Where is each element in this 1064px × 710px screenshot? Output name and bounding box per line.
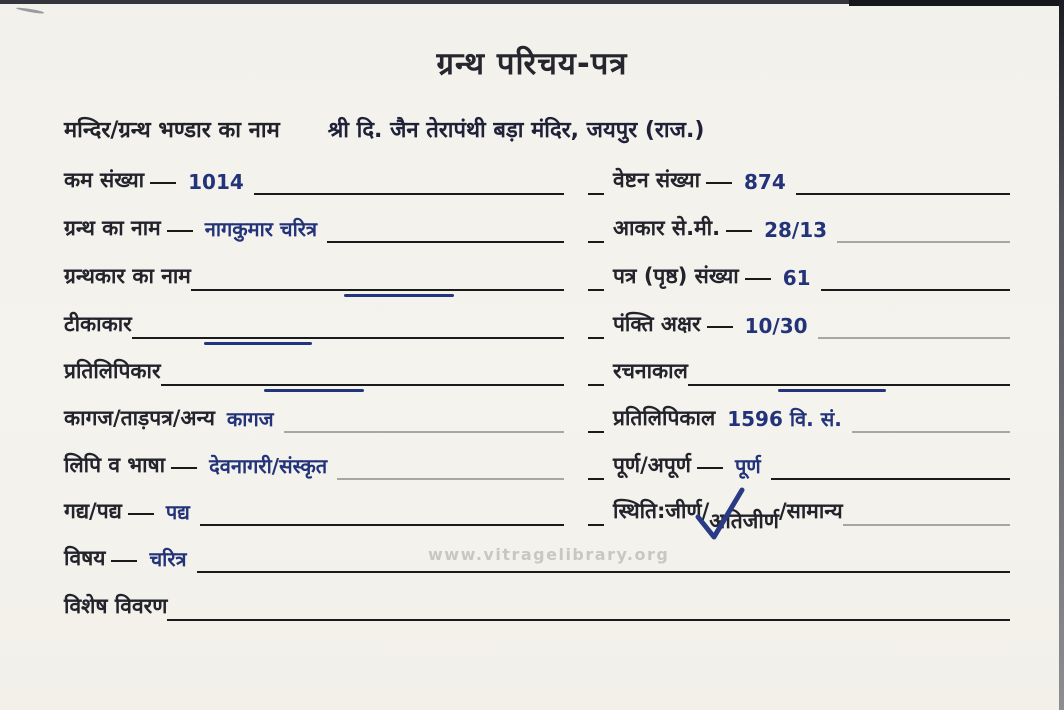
label-scribe: प्रतिलिपिकार: [64, 359, 161, 383]
value-serial-number: 1014: [188, 170, 244, 194]
label-condition-prefix: स्थिति:जीर्ण/: [613, 499, 710, 523]
rule-line: [588, 524, 604, 526]
rule-line: [852, 431, 1010, 433]
rule-line: [167, 619, 1010, 621]
rule-line: [843, 524, 1010, 526]
form-row: [64, 306, 1010, 348]
rule-line: [588, 384, 604, 386]
form-row: [64, 162, 1010, 204]
rule-line: [588, 241, 604, 243]
ink-blank-mark: [264, 389, 364, 392]
label-lines-letters: पंक्ति अक्षर: [613, 312, 701, 336]
rule-dash: [697, 467, 723, 469]
rule-line: [796, 193, 1010, 195]
label-copy-date: प्रतिलिपिकाल: [613, 406, 716, 430]
rule-dash: [706, 182, 732, 184]
rule-dash: [726, 230, 752, 232]
condition-checked-option: [709, 507, 779, 535]
label-book-name: ग्रन्थ का नाम: [64, 216, 161, 240]
rule-dash: [745, 278, 771, 280]
label-special-details: विशेष विवरण: [64, 594, 168, 618]
label-condition-checked: अतिजीर्ण: [709, 509, 779, 533]
ink-blank-mark: [344, 294, 454, 297]
rule-line: [588, 193, 604, 195]
rule-line: [132, 337, 564, 339]
scan-edge-top-right: [849, 0, 1064, 6]
rule-line: [197, 571, 1010, 573]
form-row: [64, 400, 1010, 442]
rule-line: [771, 478, 1010, 480]
value-leaf-count: 61: [782, 266, 811, 290]
label-subject: विषय: [64, 546, 106, 570]
value-size-cm: 28/13: [764, 218, 828, 242]
value-book-name: नागकुमार चरित्र: [204, 217, 318, 241]
watermark: www.vitragelibrary.org: [428, 545, 670, 564]
value-prose-verse: पद्य: [165, 500, 190, 524]
rule-line: [200, 524, 564, 526]
rule-line: [254, 193, 564, 195]
rule-dash: [167, 230, 193, 232]
value-material: कागज: [226, 407, 274, 431]
ink-blank-mark: [204, 342, 312, 345]
label-leaf-count: पत्र (पृष्ठ) संख्या: [613, 264, 739, 288]
page-title: ग्रन्थ परिचय-पत्र: [436, 46, 628, 82]
rule-line: [284, 431, 564, 433]
rule-dash: [707, 326, 733, 328]
rule-dash: [150, 182, 176, 184]
rule-line: [327, 241, 564, 243]
label-composition-date: रचनाकाल: [613, 359, 688, 383]
ink-blank-mark: [778, 389, 886, 392]
label-repository-name: मन्दिर/ग्रन्थ भण्डार का नाम: [64, 118, 280, 143]
value-subject: चरित्र: [149, 547, 187, 571]
scan-edge-right: [1059, 0, 1064, 710]
value-repository-name: श्री दि. जैन तेरापंथी बड़ा मंदिर, जयपुर (राज.): [327, 118, 705, 143]
rule-line: [837, 241, 1010, 243]
label-prose-verse: गद्य/पद्य: [64, 499, 122, 523]
label-script-language: लिपि व भाषा: [64, 453, 166, 477]
rule-line: [688, 384, 1010, 386]
rule-line: [161, 384, 564, 386]
rule-line: [818, 337, 1010, 339]
value-lines-letters: 10/30: [744, 314, 808, 338]
rule-line: [821, 289, 1010, 291]
form-row: [64, 258, 1010, 300]
rule-dash: [128, 513, 154, 515]
form-row: [64, 353, 1010, 395]
label-material: कागज/ताड़पत्र/अन्य: [64, 406, 215, 430]
label-serial-number: कम संख्या: [64, 168, 145, 192]
label-commentator: टीकाकार: [64, 312, 132, 336]
value-completeness: पूर्ण: [734, 454, 761, 478]
form-row: [64, 588, 1010, 630]
rule-dash: [111, 560, 137, 562]
form-row: [64, 493, 1010, 535]
label-condition-suffix: /सामान्य: [778, 499, 843, 523]
rule-line: [588, 431, 604, 433]
value-copy-date: 1596 वि. सं.: [727, 407, 842, 431]
rule-line: [191, 289, 564, 291]
rule-line: [588, 337, 604, 339]
value-bundle-number: 874: [744, 170, 786, 194]
rule-line: [588, 478, 604, 480]
scan-mark: [16, 7, 44, 15]
rule-dash: [171, 467, 197, 469]
label-completeness: पूर्ण/अपूर्ण: [613, 453, 691, 477]
value-script-language: देवनागरी/संस्कृत: [209, 454, 328, 478]
header-row: [64, 104, 1010, 150]
label-size-cm: आकार से.मी.: [613, 216, 721, 240]
rule-line: [337, 478, 564, 480]
form-row: [64, 210, 1010, 252]
form-row: [64, 447, 1010, 489]
rule-line: [588, 289, 604, 291]
label-bundle-number: वेष्टन संख्या: [613, 168, 701, 192]
label-author-name: ग्रन्थकार का नाम: [64, 264, 191, 288]
